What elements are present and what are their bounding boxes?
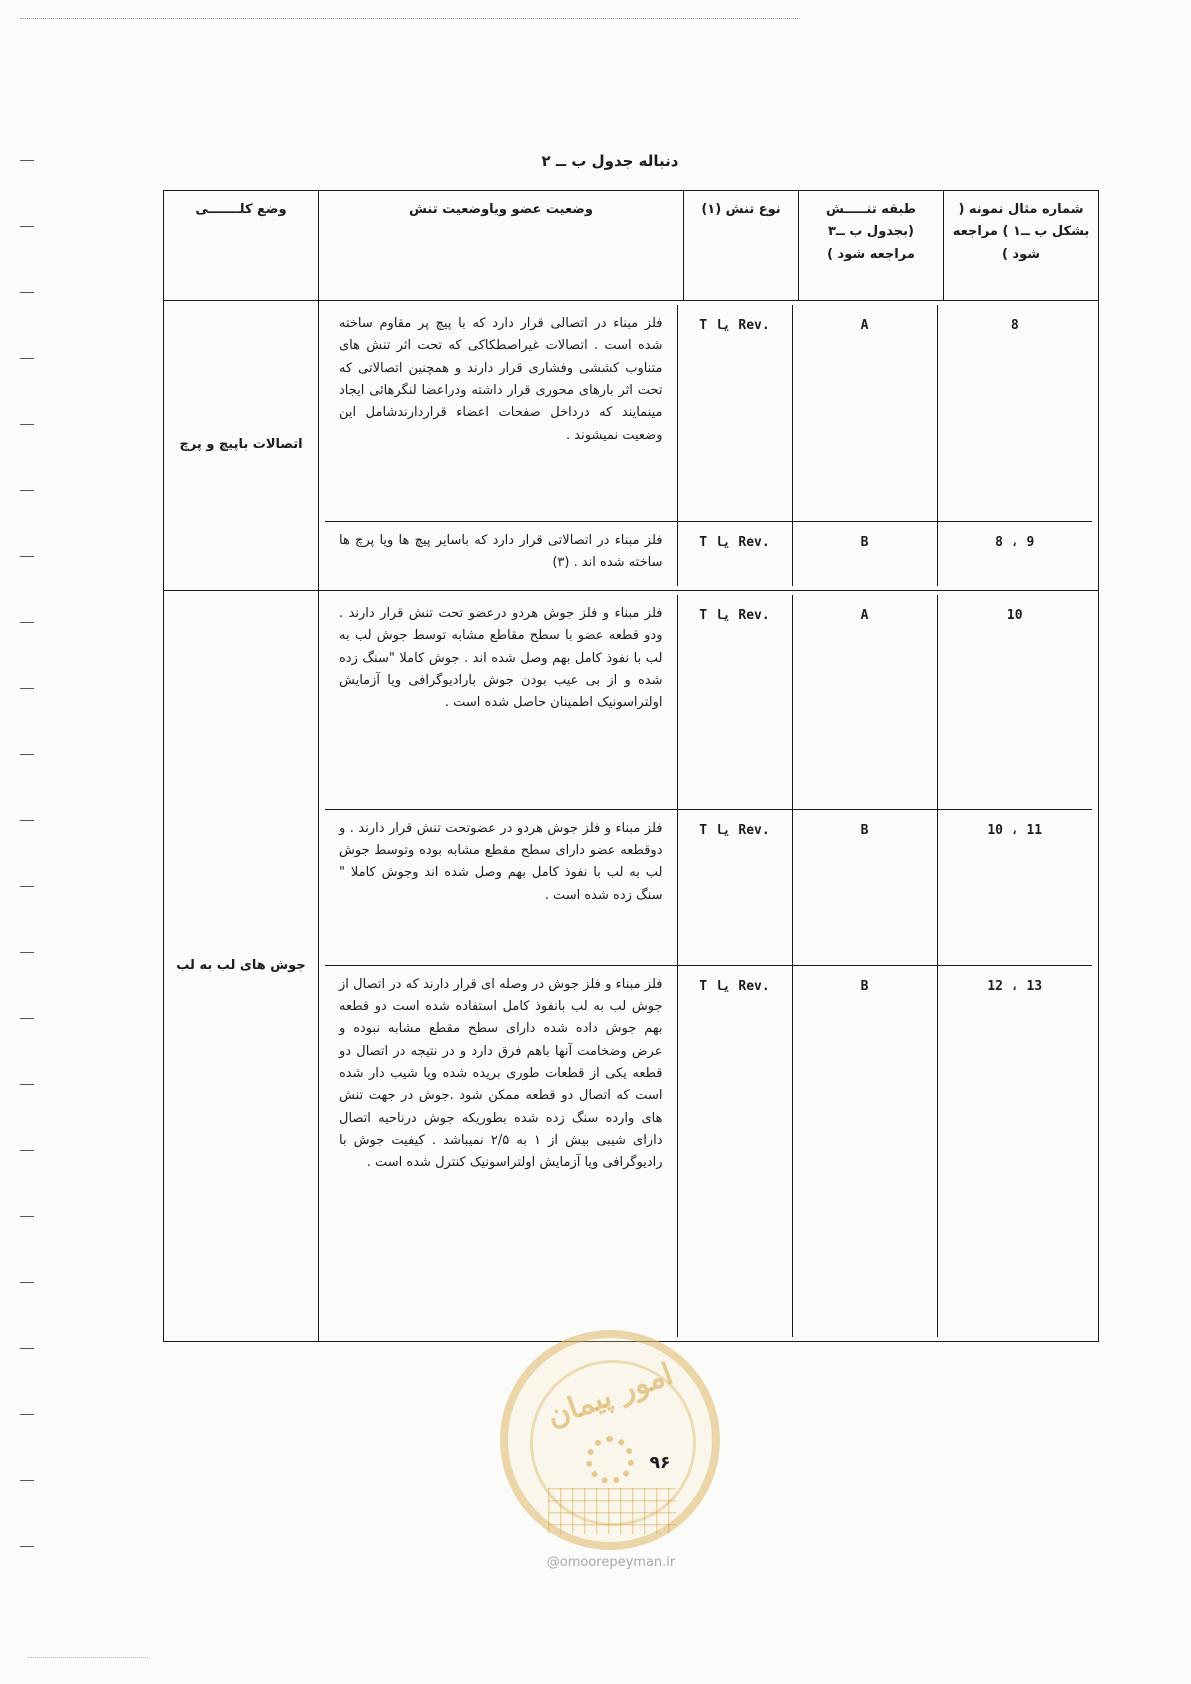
margin-mark (20, 754, 34, 755)
margin-mark (20, 226, 34, 227)
margin-mark (20, 358, 34, 359)
stress-type-cell: T یا Rev. (677, 965, 792, 1337)
margin-mark (20, 490, 34, 491)
margin-mark (20, 820, 34, 821)
group-butt-weld-row (164, 591, 1099, 1342)
header-stress-class: طبقه تنـــــش (بجدول ب ــ۳ مراجعه شود ) (799, 191, 944, 301)
condition-cell: فلز مبناء و فلز جوش هردو درعضو تحت تنش قرار دارند . ودو قطعه عضو با سطح مقاطع مشابه توسط جوش لب به لب با نفوذ کامل بهم وصل شده اند . جوش کاملا "سنگ زده شده و از بی عیب بودن جوش بارادیوگرافی ویا آزمایش اولتراسونیک اطمینان حاصل شده است . (325, 595, 677, 809)
stress-class-cell: B (792, 809, 937, 965)
margin-mark (20, 1480, 34, 1481)
margin-mark (20, 1282, 34, 1283)
example-cell: 8 ، 9 (937, 521, 1092, 586)
stress-class-cell: B (792, 521, 937, 586)
general-cell-bolted: اتصالات باپیچ و پرچ (164, 301, 319, 591)
table-row (325, 595, 1092, 809)
condition-cell: فلز مبناء و فلز جوش در وصله ای قرار دارند که در اتصال از جوش لب به لب بانفوذ کامل استفاده شده است دو قطعه بهم جوش داده شده دارای سطح مقطع مشابه نبوده و عرض وضخامت آنها باهم فرق دارد و در نتیجه در اتصال دو قطعه یکی از قطعات طوری بریده شده ویا شیب دار شده است که اتصال دو قطعه ممکن شود .جوش در جهت تنش های وارده سنگ زده شده بطوریکه جوش درناحیه اتصال دارای شیبی بیش از ۱ به ۲/۵ نمیباشد . کیفیت جوش با رادیوگرافی ویا آزمایش اولتراسونیک کنترل شده است . (339, 976, 663, 1171)
margin-mark (20, 1348, 34, 1349)
header-row (164, 191, 1099, 301)
margin-mark (20, 556, 34, 557)
stress-class-cell: A (792, 305, 937, 521)
condition-cell: فلز مبناء در اتصالی قرار دارد که با پیچ پر مقاوم ساخته شده است . اتصالات غیراصطکاکی که تحت اثر تنش های متناوب کششی وفشاری قرار دارند و همچنین اتصالاتی که تحت اثر بارهای محوری قرار داشته ودراعضا لنگرهائی ایجاد مینمایند که درداخل صفحات اعضاء قراردارندشامل این وضعیت نمیشوند . (325, 305, 677, 521)
margin-mark (20, 886, 34, 887)
stress-type-cell: T یا Rev. (677, 595, 792, 809)
stress-type-cell: T یا Rev. (677, 809, 792, 965)
group-butt-weld-cells (319, 591, 1099, 1342)
header-example: شماره مثال نمونه ( بشکل ب ــ۱ ) مراجعه شود ) (944, 191, 1099, 301)
binder-margin-marks (20, 160, 42, 1660)
stress-type-cell: T یا Rev. (677, 521, 792, 586)
example-cell: 10 (937, 595, 1092, 809)
table-caption: دنباله جدول ب ــ ۲ (541, 152, 679, 170)
publisher-seal (500, 1330, 720, 1550)
butt-weld-subtable (325, 595, 1092, 1337)
stress-type-cell: T یا Rev. (677, 305, 792, 521)
margin-mark (20, 1084, 34, 1085)
seal-logo-text: امور پیمان (542, 1356, 678, 1435)
margin-mark (20, 952, 34, 953)
scan-bottom-edge (28, 1657, 148, 1658)
margin-mark (20, 160, 34, 161)
example-cell: 8 (937, 305, 1092, 521)
margin-mark (20, 1546, 34, 1547)
header-general: وضع کلـــــــی (164, 191, 319, 301)
table-row (325, 521, 1092, 586)
stress-class-cell: B (792, 965, 937, 1337)
condition-cell: فلز مبناء در اتصالاتی قرار دارد که باسایر پیچ ها ویا پرچ ها ساخته شده اند . (۳) (339, 532, 663, 570)
watermark-handle: @omoorepeyman.ir (546, 1555, 676, 1570)
table-row (325, 965, 1092, 1337)
bolted-subtable (325, 305, 1092, 586)
header-stress-type: نوع تنش (۱) (684, 191, 799, 301)
margin-mark (20, 424, 34, 425)
general-cell-butt-weld: جوش های لب به لب (164, 591, 319, 1342)
stress-category-table (163, 190, 1099, 1342)
stress-class-cell: A (792, 595, 937, 809)
margin-mark (20, 1018, 34, 1019)
scan-top-edge (20, 18, 800, 19)
condition-cell: فلز مبناء و فلز جوش هردو در عضوتحت تنش قرار دارند . و دوقطعه عضو دارای سطح مقطع مشابه بوده وتوسط جوش لب به لب با نفوذ کامل بهم وصل شده اند وجوش کاملا " سنگ زده شده است . (325, 809, 677, 965)
gear-icon (586, 1436, 634, 1484)
group-bolted-cells (319, 301, 1099, 591)
page-number: ۹۶ (649, 1453, 671, 1473)
margin-mark (20, 292, 34, 293)
margin-mark (20, 1216, 34, 1217)
margin-mark (20, 1414, 34, 1415)
group-bolted-row (164, 301, 1099, 591)
table-row (325, 305, 1092, 521)
margin-mark (20, 622, 34, 623)
example-cell: 10 ، 11 (937, 809, 1092, 965)
table-row (325, 809, 1092, 965)
example-cell: 12 ، 13 (937, 965, 1092, 1337)
margin-mark (20, 1150, 34, 1151)
header-condition: وضعیت عضو ویاوضعیت تنش (319, 191, 684, 301)
margin-mark (20, 688, 34, 689)
seal-grid-pattern (548, 1488, 676, 1534)
